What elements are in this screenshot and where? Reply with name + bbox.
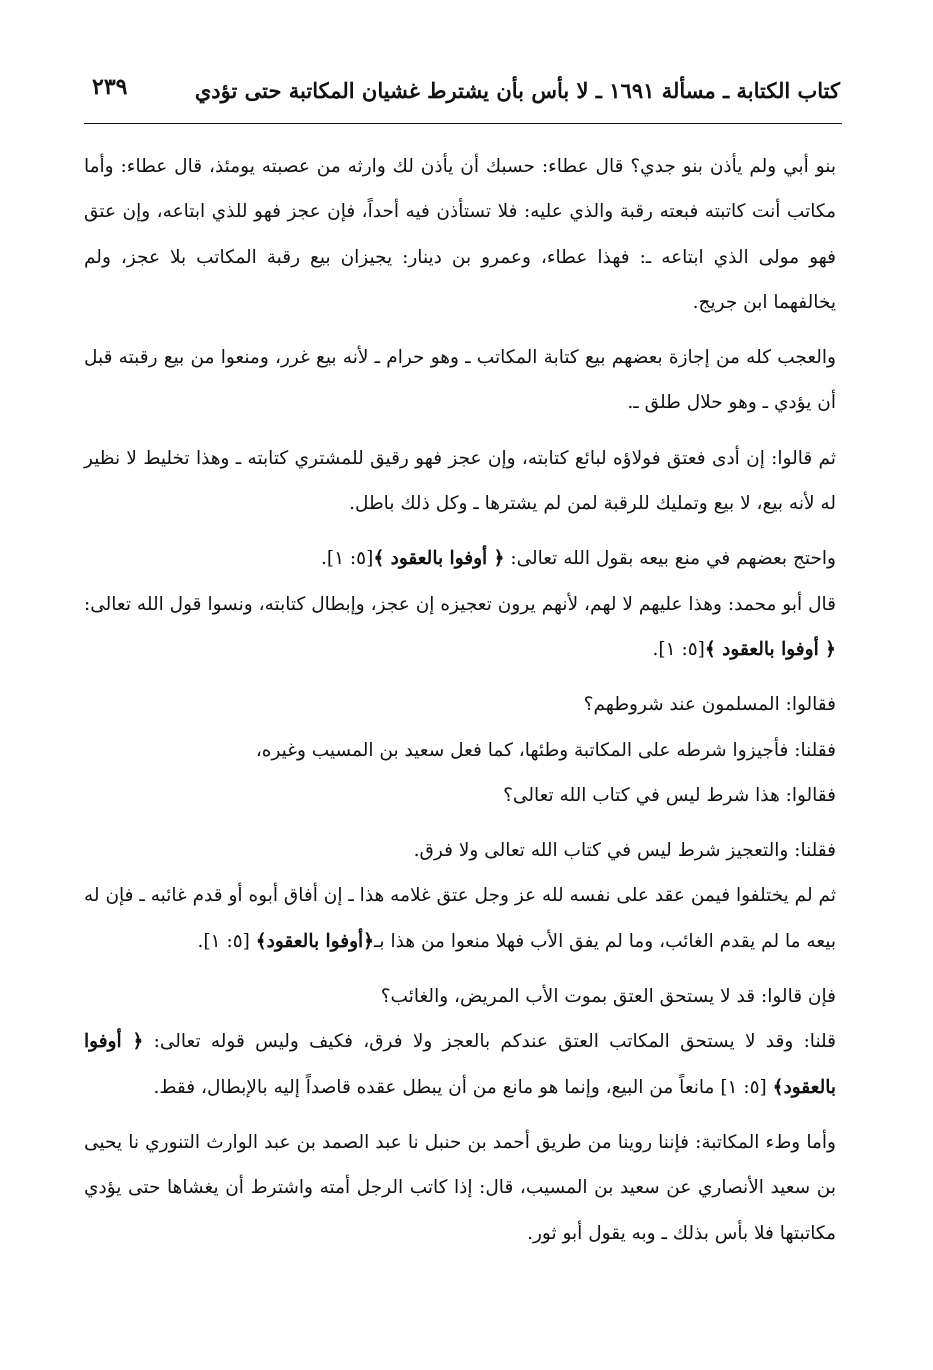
paragraph-text: قال أبو محمد: وهذا عليهم لا لهم، لأنهم يرون تعجيزه إن عجز، وإبطال كتابته، ونسوا قول الله تعالى: (84, 593, 836, 615)
paragraph (84, 582, 836, 673)
page-header (80, 60, 846, 114)
paragraph (84, 873, 836, 964)
paragraph (84, 335, 836, 426)
paragraph-text: [٥: ١]. (652, 638, 705, 660)
paragraph-text: بنو أبي ولم يأذن بنو جدي؟ قال عطاء: حسبك أن يأذن لك وارثه من عصبته يومئذ، قال عطاء: وأما مكاتب أنت كاتبته فبعته رقبة والذي عليه: فلا تستأذن فيه أحداً، فإن عجز فهو للذي ابتاعه، وإن عتق فهو مولى الذي ابتاعه ـ: فهذا عطاء، وعمرو بن دينار: يجيزان بيع رقبة المكاتب بلا عجز، ولم يخالفهما ابن جريج. (84, 156, 836, 313)
paragraph (84, 536, 836, 581)
paragraph-text: فقلنا: والتعجيز شرط ليس في كتاب الله تعالى ولا فرق. (413, 840, 836, 862)
paragraph (84, 728, 836, 773)
paragraph-text: فقالوا: المسلمون عند شروطهم؟ (583, 694, 836, 716)
quran-quote: ﴿ أوفوا بالعقود ﴾ (704, 638, 836, 660)
quran-quote: ﴿ أوفوا بالعقود﴾ (84, 1031, 836, 1098)
paragraph-text: [٥: ١]. (321, 548, 374, 570)
paragraph-text: فقلنا: فأجيزوا شرطه على المكاتبة وطئها، كما فعل سعيد بن المسيب وغيره، (255, 739, 836, 761)
paragraph-text: [٥: ١]. (197, 930, 256, 952)
quran-quote: ﴿ أوفوا بالعقود ﴾ (373, 548, 505, 570)
paragraph (84, 773, 836, 818)
paragraph (84, 1019, 836, 1110)
page-number: ٢٣٩ (92, 74, 128, 100)
paragraph-text: فإن قالوا: قد لا يستحق العتق بموت الأب المريض، والغائب؟ (380, 986, 836, 1008)
paragraph-text: [٥: ١] مانعاً من البيع، وإنما هو مانع من أن يبطل عقده قاصداً إليه بالإبطال، فقط. (153, 1076, 773, 1098)
paragraph-text: واحتج بعضهم في منع بيعه بقول الله تعالى: (504, 548, 836, 570)
paragraph-text: ثم لم يختلفوا فيمن عقد على نفسه لله عز وجل عتق غلامه هذا ـ إن أفاق أبوه أو قدم غائبه ـ فإن له بيعه ما لم يقدم الغائب، وما لم يفق الأب فهلا منعوا من هذا بـ (84, 885, 836, 952)
paragraph-text: قلنا: وقد لا يستحق المكاتب العتق عندكم بالعجز ولا فرق، فكيف وليس قوله تعالى: (143, 1031, 836, 1053)
paragraph (84, 436, 836, 527)
book-page (80, 60, 846, 1320)
paragraph (84, 974, 836, 1019)
paragraph-text: وأما وطء المكاتبة: فإننا روينا من طريق أحمد بن حنبل نا عبد الصمد بن عبد الوارث التنوري نا يحيى بن سعيد الأنصاري عن سعيد بن المسيب، قال: إذا كاتب الرجل أمته واشترط أن يغشاها حتى يؤدي مكاتبتها فلا بأس بذلك ـ وبه يقول أبو ثور. (84, 1131, 836, 1244)
paragraph (84, 682, 836, 727)
body-text (84, 144, 836, 1266)
quran-quote: ﴿أوفوا بالعقود﴾ (255, 930, 375, 952)
paragraph (84, 1120, 836, 1256)
paragraph (84, 144, 836, 325)
paragraph-text: والعجب كله من إجازة بعضهم بيع كتابة المكاتب ـ وهو حرام ـ لأنه بيع غرر، ومنعوا من بيع رقبته قبل أن يؤدي ـ وهو حلال طلق ـ. (84, 347, 836, 414)
running-head: كتاب الكتابة ـ مسألة ١٦٩١ ـ لا بأس بأن يشترط غشيان المكاتبة حتى تؤدي (194, 78, 840, 103)
paragraph-text: فقالوا: هذا شرط ليس في كتاب الله تعالى؟ (503, 784, 836, 806)
paragraph (84, 828, 836, 873)
paragraph-text: ثم قالوا: إن أدى فعتق فولاؤه لبائع كتابته، وإن عجز فهو رقيق للمشتري كتابته ـ وهذا تخليط لا نظير له لأنه بيع، لا بيع وتمليك للرقبة لمن لم يشترها ـ وكل ذلك باطل. (84, 447, 836, 515)
header-rule (84, 123, 842, 124)
